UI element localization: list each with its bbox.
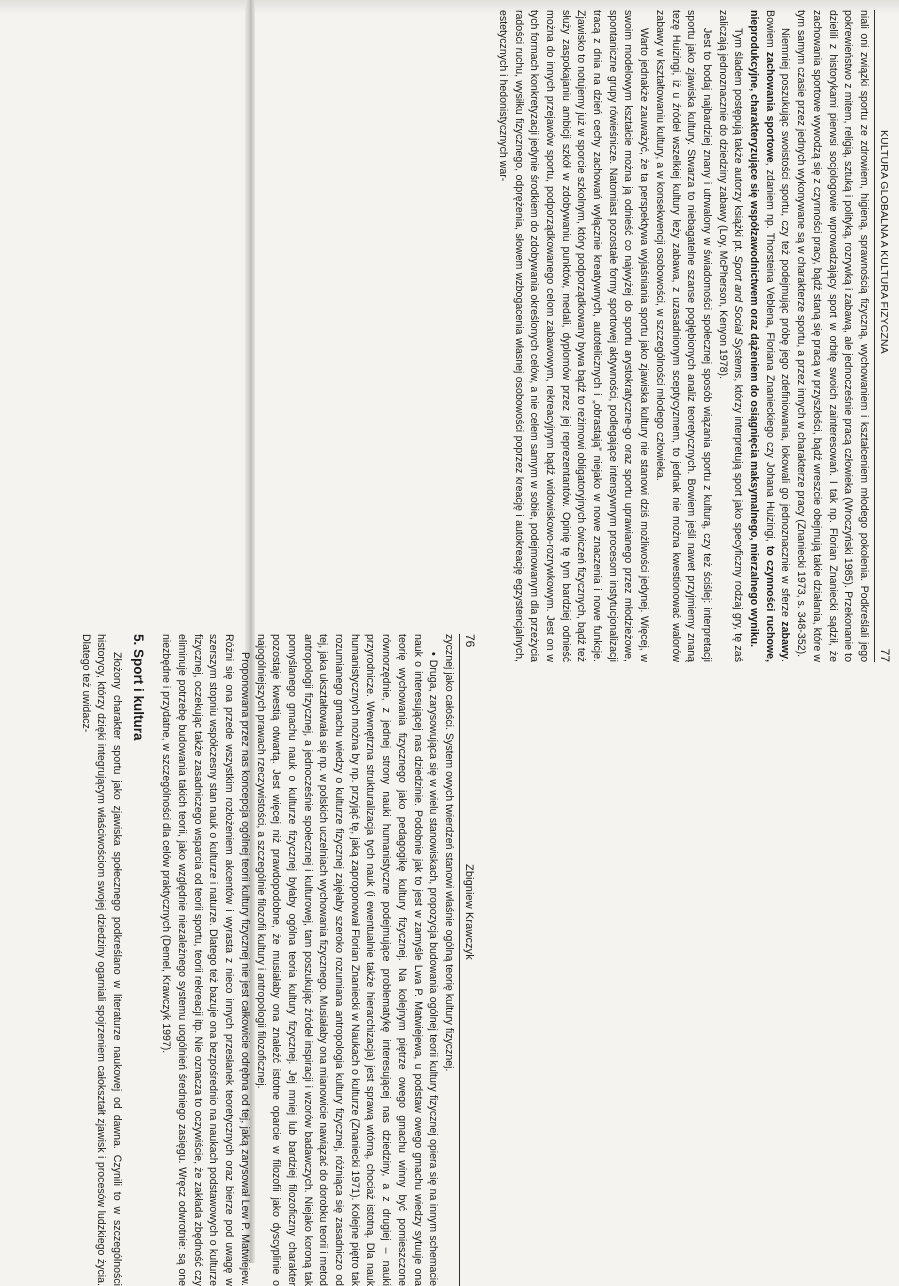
text-run: , którzy interpretują sport jako specyficzny rodzaj gry, tę zaś zaliczają jednoznacznie do dziedziny zabawy (Loy, McPherson, Kenyon 1978). xyxy=(716,10,745,662)
emphasis: to czynności ruchowe, nieprodukcyjne, charakteryzujące się współzawodnictwem oraz dążeniem do osiągnięcia maksymalnego, mierzalnego wyniku. xyxy=(748,10,776,663)
text-run: . Bowiem xyxy=(763,10,792,662)
emphasis: zachowania sportowe xyxy=(763,51,776,163)
right-page xyxy=(495,10,895,662)
page-header xyxy=(459,634,480,1286)
paragraph xyxy=(745,10,792,662)
page-body xyxy=(494,10,871,662)
paragraph: Proponowana przez nas koncepcja ogólnej teorii kultury fizycznej nie jest całkowicie odrębna od tej, jaką zarysował Lew P. Matwiejew. Różni się ona przede wszystkim rozłożeniem akcentów i wyrasta z nieco innych przesłanek teoretycznych oraz bierze pod uwagę w szerszym stopniu współczesny stan nauk o kulturze i naturze. Dlatego też bazuje ona bezpośrednio na naukach podstawowych o kulturze fizycznej, oczekując także zasadniczego wsparcia od teorii sportu, teorii rekreacji itp. Nie oznacza to oczywiście, że zakłada zbędność czy eliminuje potrzebę budowania takich teorii, jako względnie niezależnego systemu uogólnień średniego zasięgu. Wręcz odwrotnie: są one niezbędne i przydatne, w szczególności dla celów praktycznych (Demel, Krawczyk 1997). xyxy=(160,634,251,1286)
paragraph: niali oni związki sportu ze zdrowiem, higieną, sprawnością fizyczną, wychowaniem i kształceniem młodego pokolenia. Podkreślali jego pokrewieństwo z mitem, religią, sztuką i polityką, rozrywką i zabawą, ale jednocześnie pracą człowieka (Wroczyński 1985). Przekonanie to dzielili z historykami pierwsi socjologowie wprowadzający sport w orbitę swoich zainteresowań. I tak np. Florian Znaniecki sądził, że zachowania sportowe wywodzą się z czynności pracy, bądź staną się pracą w przyszłości, bądź wreszcie obejmują takie działania, które w tym samym czasie przez jednych wykonywane są w charakterze sportu, a przez innych w charakterze pracy (Znaniecki 1973, s. 348-352). xyxy=(795,10,870,662)
bullet-paragraph xyxy=(252,634,440,1286)
emphasis: zabawy xyxy=(779,621,792,660)
book-title: Sport and Social Systems xyxy=(732,255,745,379)
page-number: 77 xyxy=(878,648,892,662)
paragraph: zycznej jako całości. System owych twierdzeń stanowi właśnie ogólną teorię kultury fizycznej. xyxy=(443,634,455,1072)
paragraph: Warto jednakże zauważyć, że ta perspektywa wyjaśniania sportu jako zjawiska kultury nie stanowi dziś możliwości jedynej. Więcej, w swoim modelowym kształcie można ją odnieść co najwyżej do sportu arystokratyczne-go oraz sportu uprawianego przez młodzieżowe, spontaniczne grupy rówieśnicze. Natomiast pozostałe formy sportowej aktywności, podlegające intensywnym procesom instytucjonalizacji tracą z dnia na dzień cechy zachowań wyłącznie kreatywnych, autotelicznych i „obrastają” niejako w nowe znaczenia i nowe funkcje. Zjawisko to notujemy już w sporcie szkolnym, który podporządkowany bywa bądź to reżimowi obligatoryjnych ćwiczeń fizycznych, bądź też służy zaspokajaniu ambicji szkół w zdobywaniu punktów, medali, dyplomów przez jej reprezentantów. Opinię tę tym bardziej odnieść można do innych przejawów sportu, podporządkowanego celom zabawowym, rekreacyjnym bądź widowiskowo-rozrywkowym. Jest on w tych formach konkretyzacji jedynie środkiem do zdobywania określonych celów, a nie celem samym w sobie, podejmowanym dla przeżycia radości ruchu, wysiłku fizycznego, odprężenia, słowem wzbogacenia własnej osobowości poprzez kreację i autokreację egzystencjalnych, estetycznych i hedonistycznych war- xyxy=(496,10,651,662)
page-header xyxy=(874,10,895,662)
paragraph: Złożony charakter sportu jako zjawiska społecznego podkreślano w literaturze naukowej od dawna. Czynili to w szczególności historycy, którzy dzięki integrującym właściwościom swojej dziedziny ogarniali spojrzeniem całokształt zjawisk i procesów ludzkiego życia. Dlatego też uwidacz- xyxy=(79,634,123,1286)
paragraph xyxy=(714,10,745,662)
text-run: Niemniej poszukując swoistości sportu, czy też podejmując próbę jego zdefiniowania, lokowali go jednoznacznie w sferze xyxy=(779,28,792,622)
bullet-icon: • xyxy=(427,652,440,656)
text-run: , zdaniem np. Thorsteina Veblena, Floriana Znanieckiego czy Johana Huizingi, xyxy=(763,162,776,546)
paragraph: Jest to bodaj najbardziej znany i utrwalony w świadomości społecznej sposób wiązania sportu z kulturą, czy też ściślej: interpretacji sportu jako zjawiska kultury. Stwarza to niebagatelne szanse pogłębionych analiz teoretycznych. Bowiem jeśli nawet przyjmiemy znaną tezę Huizingi, iż u źródeł wszelkiej kultury leży zabawa, z uzasadnionym sceptycyzmem, to jednak nie można kwestionować walorów zabawy w kształtowaniu kultury, a w konsekwencji osobowości, w szczególności młodego człowieka. xyxy=(653,10,713,662)
paragraph-text: Druga, zarysowująca się w wielu stanowiskach, propozycja budowania ogólnej teorii kultury fizycznej opiera się na innym schemacie nauk o interesującej nas dziedzinie. Podobnie jak to jest w zamyśle Lwa P. Matwiejewa, u podstaw owego gmachu wiedzy sytuuje ona teorię wychowania fizycznego jako pedagogikę kultury fizycznej. Na kolejnym piętrze owego gmachu winny być pomieszczone równorzędnie, z jednej strony nauki humanistyczne podejmujące problematykę interesującej nas dziedziny, a z drugiej – nauki przyrodnicze. Wewnętrzna strukturalizacja tych nauk (i ewentualnie także hierarchizacja) jest sprawą wtórną, chociaż istotną. Dla nauk humanistycznych można by np. przyjąć tę, jaką zaproponował Florian Znaniecki w Naukach o kulturze (Znaniecki 1971). Kolejne piętro tak rozumianego gmachu wiedzy o kulturze fizycznej zajęłaby szeroko rozumiana antropologia kultury fizycznej, różniąca się zasadniczo od tej, jaka ukształtowała się np. w polskich uczelniach wychowania fizycznego. Musiałaby ona mianowicie nawiązać do dorobku teorii i metod antropologii fizycznej, a jednocześnie społecznej i kulturowej, tam poszukując źródeł inspiracji i wzorów badawczych. Niejako koroną tak pomyślanego gmachu nauk o kulturze fizycznej byłaby ogólna teoria kultury fizycznej. Jej mniej lub bardziej filozoficzny charakter pozostaje kwestią otwartą. Jest więcej niż prawdopodobne, że musiałaby ona znaleźć istotne oparcie w filozofii jako dyscyplinie o najogólniejszych prawach rzeczywistości, a szczególnie filozofii kultury i antropologii filozoficznej. xyxy=(254,634,440,1286)
running-head: Zbigniew Krawczyk xyxy=(463,864,475,960)
text-run: Tym śladem postępują także autorzy książki pt. xyxy=(732,28,745,256)
section-heading: 5. Sport i kultura xyxy=(130,634,146,741)
page-body xyxy=(77,634,456,1286)
running-head: KULTURA GLOBALNA A KULTURA FIZYCZNA xyxy=(878,130,890,354)
left-page xyxy=(80,634,480,1286)
page-number: 76 xyxy=(463,634,477,648)
